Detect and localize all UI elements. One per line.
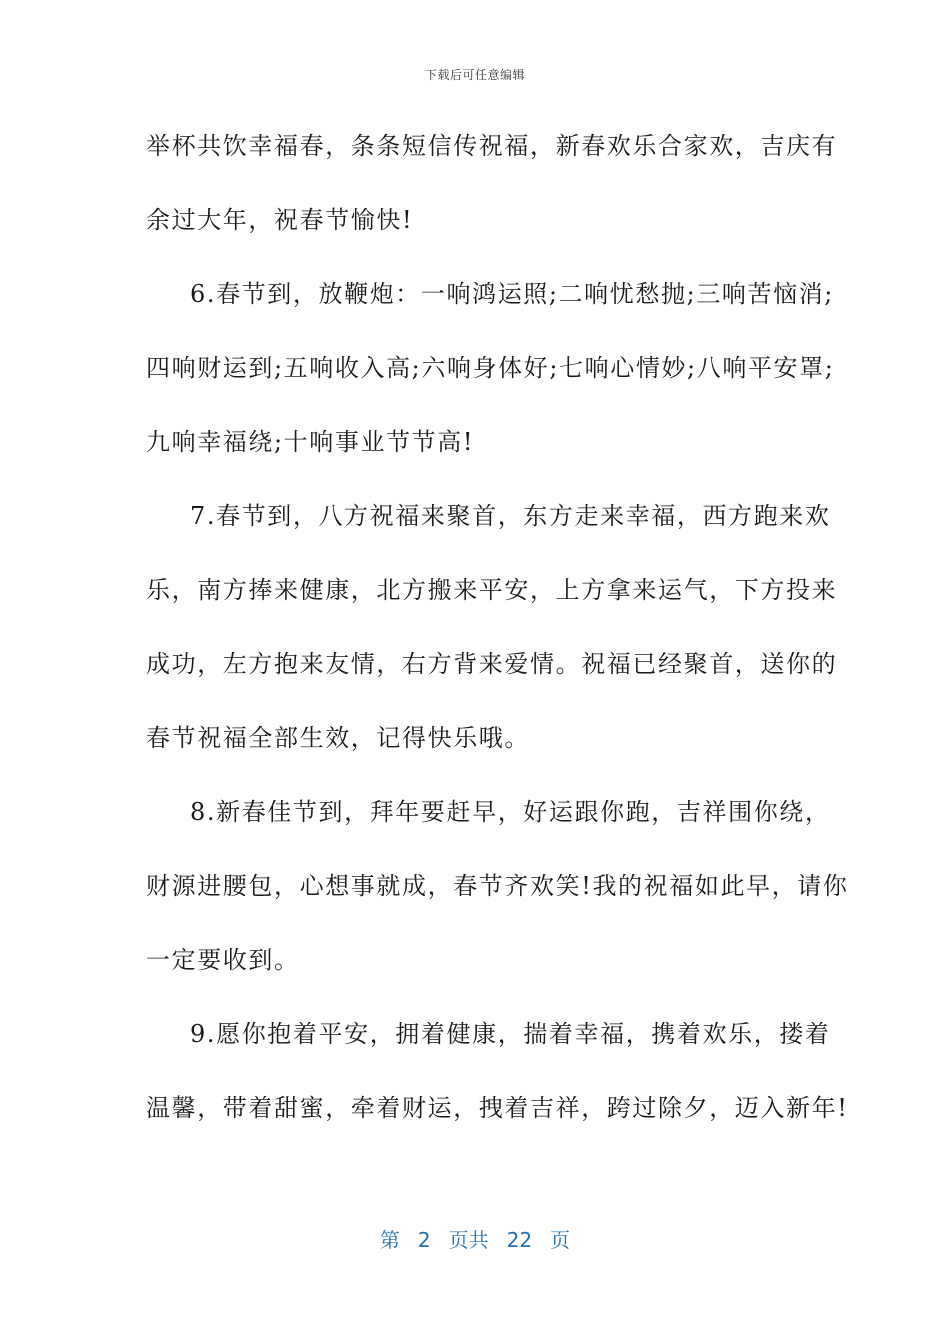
text-line: 6.春节到，放鞭炮：一响鸿运照;二响忧愁抛;三响苦恼消;: [190, 280, 834, 308]
text-line: 春节祝福全部生效，记得快乐哦。: [146, 724, 530, 752]
header-note: 下载后可任意编辑: [424, 68, 525, 82]
footer-suffix: 页: [550, 1228, 571, 1252]
current-page-number: 2: [417, 1228, 431, 1252]
text-line: 7.春节到，八方祝福来聚首，东方走来幸福，西方跑来欢: [190, 502, 831, 530]
text-line: 余过大年，祝春节愉快!: [146, 206, 414, 234]
text-line: 9.愿你抱着平安，拥着健康，揣着幸福，携着欢乐，搂着: [190, 1020, 831, 1048]
footer-prefix: 第: [379, 1228, 400, 1252]
text-line: 财源进腰包，心想事就成，春节齐欢笑!我的祝福如此早，请你: [146, 872, 849, 900]
text-line: 一定要收到。: [146, 946, 300, 974]
text-line: 举杯共饮幸福春，条条短信传祝福，新春欢乐合家欢，吉庆有: [146, 132, 838, 160]
page-footer: [0, 1224, 950, 1253]
text-line: 乐，南方捧来健康，北方搬来平安，上方拿来运气，下方投来: [146, 576, 838, 604]
text-line: 九响幸福绕;十响事业节节高!: [146, 428, 475, 456]
text-line: 四响财运到;五响收入高;六响身体好;七响心情妙;八响平安罩;: [146, 354, 835, 382]
document-body: [146, 115, 849, 1151]
text-line: 8.新春佳节到，拜年要赶早，好运跟你跑，吉祥围你绕，: [190, 798, 831, 826]
footer-middle: 页共: [448, 1228, 489, 1252]
text-line: 温馨，带着甜蜜，牵着财运，拽着吉祥，跨过除夕，迈入新年!: [146, 1094, 849, 1122]
total-pages-number: 22: [506, 1228, 533, 1252]
text-line: 成功，左方抱来友情，右方背来爱情。祝福已经聚首，送你的: [146, 650, 838, 678]
